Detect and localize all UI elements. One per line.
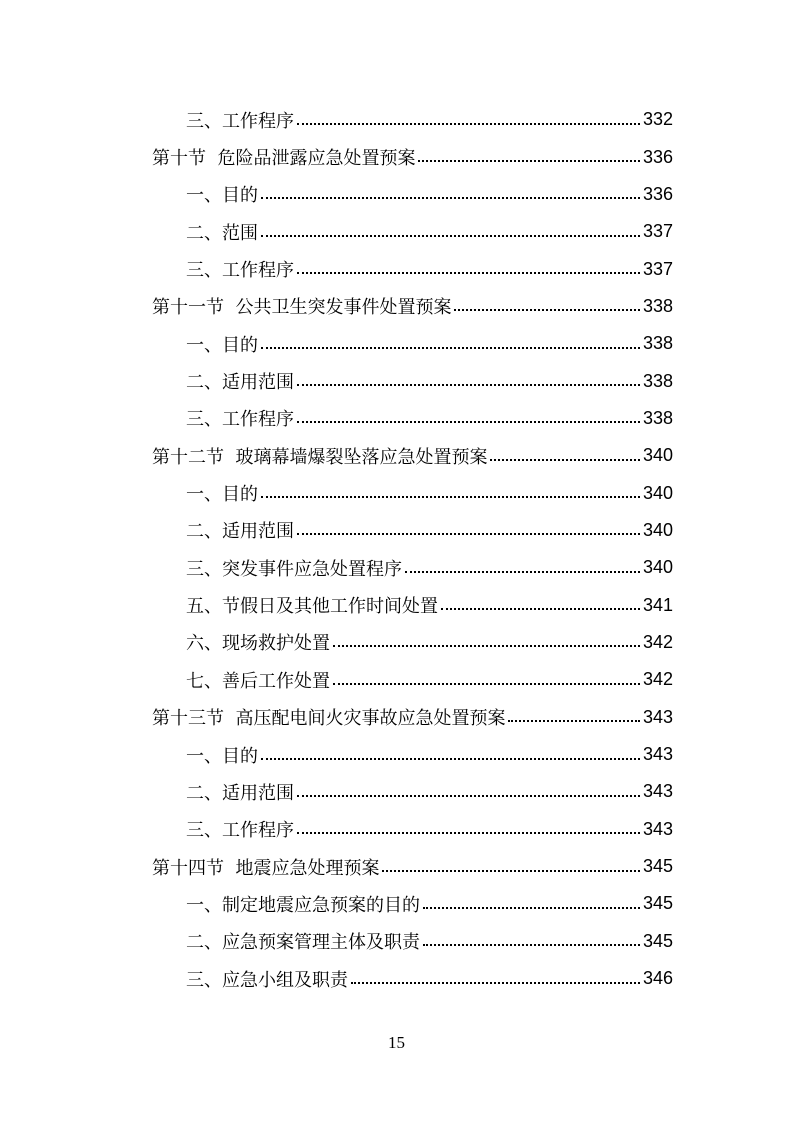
toc-entry[interactable] [152, 101, 673, 138]
toc-entry-page: 340 [642, 445, 673, 466]
dot-leader [297, 272, 640, 274]
dot-leader [297, 384, 640, 386]
toc-entry-page: 343 [642, 744, 673, 765]
toc-entry-title: 一、目的 [186, 334, 258, 356]
toc-entry-page: 340 [642, 557, 673, 578]
toc-entry-page: 337 [642, 221, 673, 242]
toc-entry-page: 343 [642, 706, 673, 727]
toc-entry-title: 一、制定地震应急预案的目的 [186, 894, 420, 916]
toc-entry-title: 三、工作程序 [186, 260, 294, 282]
table-of-contents [152, 101, 673, 997]
toc-entry-title: 五、节假日及其他工作时间处置 [186, 596, 438, 618]
dot-leader [297, 832, 640, 834]
dot-leader [454, 309, 640, 311]
toc-entry-page: 343 [642, 781, 673, 802]
toc-entry-page: 340 [642, 482, 673, 503]
toc-entry-page: 346 [642, 968, 673, 989]
toc-entry[interactable] [152, 736, 673, 773]
toc-entry[interactable] [152, 512, 673, 549]
dot-leader [261, 758, 640, 760]
dot-leader [441, 608, 640, 610]
toc-entry-title: 二、适用范围 [186, 782, 294, 804]
toc-entry-title: 一、目的 [186, 185, 258, 207]
toc-entry-title: 二、应急预案管理主体及职责 [186, 932, 420, 954]
toc-entry[interactable] [152, 811, 673, 848]
page-number: 15 [388, 1033, 405, 1052]
dot-leader [382, 870, 640, 872]
dot-leader [490, 459, 640, 461]
dot-leader [261, 235, 640, 237]
toc-entry-title: 三、工作程序 [186, 820, 294, 842]
dot-leader [351, 982, 640, 984]
toc-entry[interactable] [152, 437, 673, 474]
toc-entry[interactable] [152, 848, 673, 885]
toc-entry[interactable] [152, 400, 673, 437]
toc-entry-page: 345 [642, 893, 673, 914]
toc-entry-title: 三、工作程序 [186, 409, 294, 431]
toc-entry-title: 一、目的 [186, 745, 258, 767]
dot-leader [297, 123, 640, 125]
dot-leader [297, 795, 640, 797]
toc-entry-page: 341 [642, 594, 673, 615]
toc-entry-title: 第十节 危险品泄露应急处置预案 [152, 148, 416, 170]
toc-entry-page: 337 [642, 258, 673, 279]
toc-entry-page: 336 [642, 183, 673, 204]
dot-leader [405, 571, 640, 573]
toc-entry[interactable] [152, 885, 673, 922]
dot-leader [261, 347, 640, 349]
toc-entry-title: 二、适用范围 [186, 521, 294, 543]
toc-entry-page: 338 [642, 407, 673, 428]
dot-leader [423, 944, 640, 946]
toc-entry-page: 340 [642, 519, 673, 540]
dot-leader [333, 645, 640, 647]
toc-entry-page: 338 [642, 370, 673, 391]
toc-entry-page: 345 [642, 930, 673, 951]
toc-entry-page: 342 [642, 669, 673, 690]
toc-entry[interactable] [152, 699, 673, 736]
toc-entry[interactable] [152, 288, 673, 325]
toc-entry[interactable] [152, 213, 673, 250]
toc-entry-title: 二、范围 [186, 222, 258, 244]
toc-entry[interactable] [152, 325, 673, 362]
toc-entry[interactable] [152, 474, 673, 511]
toc-entry-page: 332 [642, 109, 673, 130]
toc-entry-title: 七、善后工作处置 [186, 670, 330, 692]
toc-entry-title: 第十四节 地震应急处理预案 [152, 857, 380, 879]
dot-leader [333, 683, 640, 685]
dot-leader [508, 720, 640, 722]
toc-entry-title: 三、突发事件应急处置程序 [186, 558, 402, 580]
toc-entry-page: 343 [642, 818, 673, 839]
toc-entry[interactable] [152, 960, 673, 997]
dot-leader [423, 907, 640, 909]
toc-entry-page: 345 [642, 856, 673, 877]
toc-entry-title: 第十二节 玻璃幕墙爆裂坠落应急处置预案 [152, 446, 488, 468]
toc-entry-title: 三、工作程序 [186, 110, 294, 132]
toc-entry-page: 342 [642, 631, 673, 652]
toc-entry[interactable] [152, 624, 673, 661]
dot-leader [261, 197, 640, 199]
toc-entry[interactable] [152, 138, 673, 175]
toc-entry-title: 一、目的 [186, 484, 258, 506]
toc-entry[interactable] [152, 362, 673, 399]
toc-entry[interactable] [152, 773, 673, 810]
toc-entry[interactable] [152, 176, 673, 213]
toc-entry[interactable] [152, 923, 673, 960]
toc-entry[interactable] [152, 586, 673, 623]
toc-entry-page: 338 [642, 333, 673, 354]
toc-entry-page: 336 [642, 146, 673, 167]
toc-entry-title: 第十三节 高压配电间火灾事故应急处置预案 [152, 708, 506, 730]
dot-leader [297, 533, 640, 535]
toc-entry-title: 三、应急小组及职责 [186, 969, 348, 991]
toc-entry[interactable] [152, 549, 673, 586]
toc-entry-page: 338 [642, 295, 673, 316]
toc-entry[interactable] [152, 250, 673, 287]
dot-leader [297, 421, 640, 423]
toc-entry-title: 第十一节 公共卫生突发事件处置预案 [152, 297, 452, 319]
toc-entry[interactable] [152, 661, 673, 698]
toc-entry-title: 二、适用范围 [186, 372, 294, 394]
dot-leader [261, 496, 640, 498]
toc-entry-title: 六、现场救护处置 [186, 633, 330, 655]
dot-leader [418, 160, 640, 162]
